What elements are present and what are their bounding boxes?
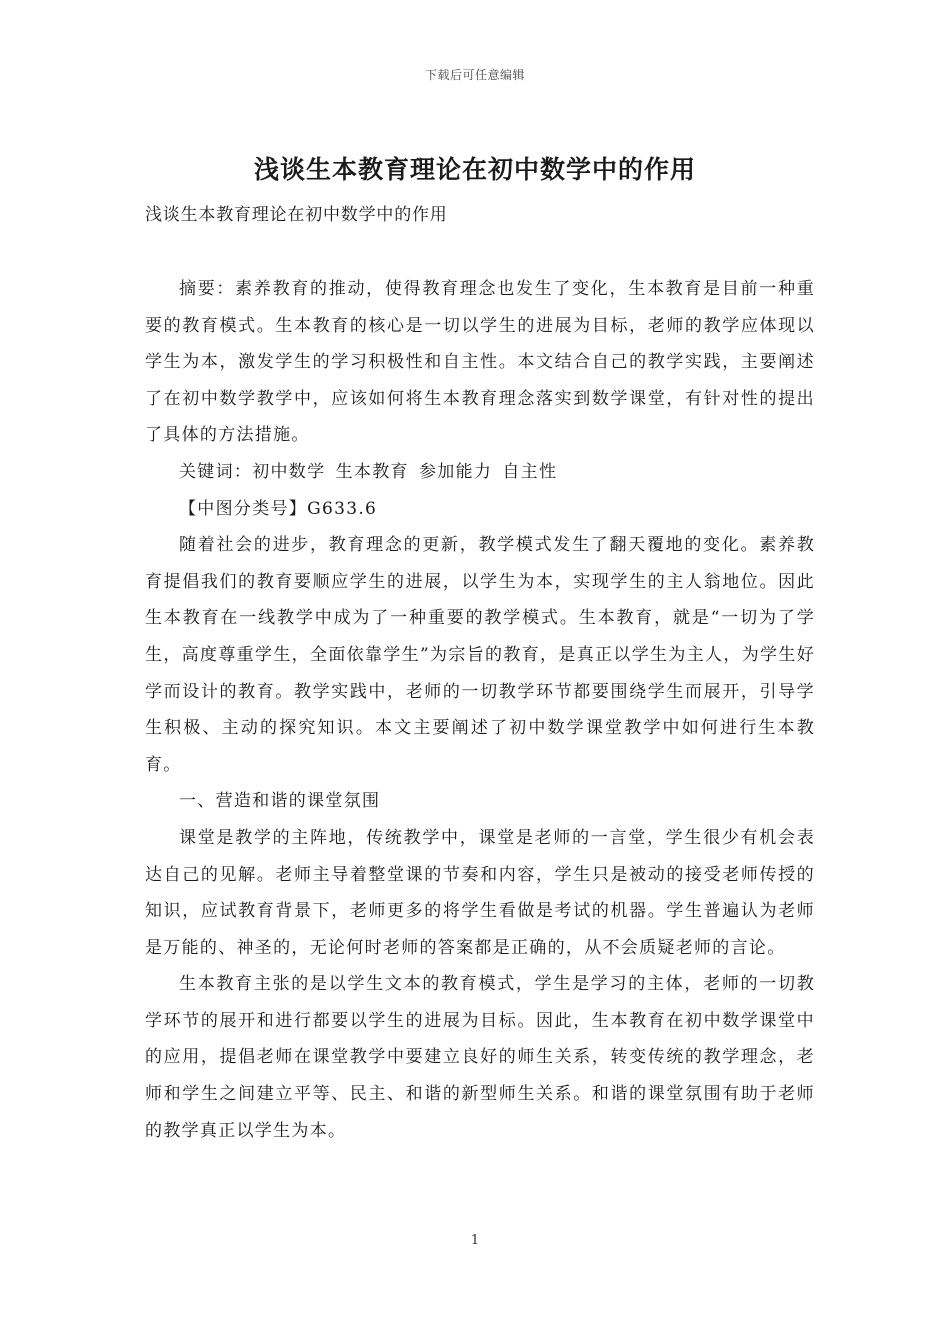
keyword: 初中数学 [252, 461, 326, 482]
classification-line: 【中图分类号】G633.6 [179, 498, 378, 519]
keyword: 参加能力 [418, 461, 493, 482]
keyword: 生本教育 [335, 461, 409, 482]
header-note: 下载后可任意编辑 [424, 68, 525, 82]
document-body [145, 271, 815, 1149]
body-paragraph: 课堂是教学的主阵地，传统教学中，课堂是老师的一言堂，学生很少有机会表达自己的见解。老师主导着整堂课的节奏和内容，学生只是被动的接受老师传授的知识，应试教育背景下，老师更多的将学生看做是考试的机器。学生普遍认为老师是万能的、神圣的，无论何时老师的答案都是正确的，从不会质疑老师的言论。 [145, 827, 815, 958]
section-heading: 一、营造和谐的课堂氛围 [179, 791, 381, 812]
abstract-paragraph: 摘要：素养教育的推动，使得教育理念也发生了变化，生本教育是目前一种重要的教育模式。生本教育的核心是一切以学生的进展为目标，老师的教学应体现以学生为本，激发学生的学习积极性和自主性。本文结合自己的教学实践，主要阐述了在初中数学教学中，应该如何将生本教育理念落实到数学课堂，有针对性的提出了具体的方法措施。 [145, 279, 815, 446]
keywords-line [145, 454, 815, 491]
page-number: 1 [470, 1233, 480, 1248]
keyword: 自主性 [502, 461, 558, 482]
intro-paragraph: 随着社会的进步，教育理念的更新，教学模式发生了翻天覆地的变化。素养教育提倡我们的教育要顺应学生的进展，以学生为本，实现学生的主人翁地位。因此生本教育在一线教学中成为了一种重要的教学模式。生本教育，就是“一切为了学生，高度尊重学生，全面依靠学生”为宗旨的教育，是真正以学生为主人，为学生好学而设计的教育。教学实践中，老师的一切教学环节都要围绕学生而展开，引导学生积极、主动的探究知识。本文主要阐述了初中数学课堂教学中如何进行生本教育。 [145, 535, 815, 775]
body-paragraph: 生本教育主张的是以学生文本的教育模式，学生是学习的主体，老师的一切教学环节的展开和进行都要以学生的进展为目标。因此，生本教育在初中数学课堂中的应用，提倡老师在课堂教学中要建立良好的师生关系，转变传统的教学理念，老师和学生之间建立平等、民主、和谐的新型师生关系。和谐的课堂氛围有助于老师的教学真正以学生为本。 [145, 974, 815, 1141]
keywords-label: 关键词： [179, 461, 253, 482]
page-subtitle: 浅谈生本教育理论在初中数学中的作用 [145, 205, 448, 225]
page-title: 浅谈生本教育理论在初中数学中的作用 [253, 155, 696, 184]
